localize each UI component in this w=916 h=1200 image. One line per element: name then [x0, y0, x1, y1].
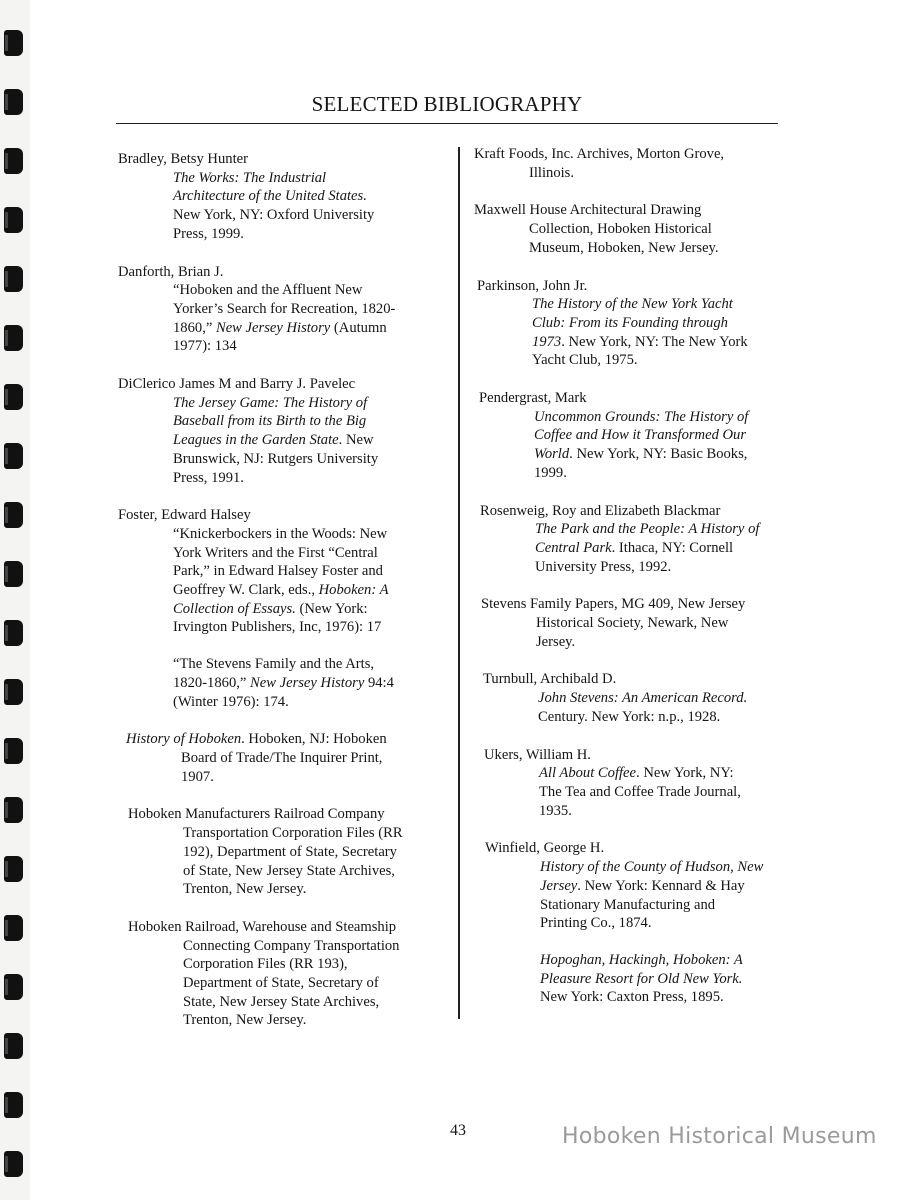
entry-author: Foster, Edward Halsey: [118, 507, 251, 524]
entry-line: Pleasure Resort for Old New York.: [540, 970, 743, 987]
entry-title: Jersey: [540, 877, 578, 894]
entry-line: 192), Department of State, Secretary: [183, 843, 397, 860]
entry-line: “The Stevens Family and the Arts,: [173, 656, 375, 673]
entry-line: Hopoghan, Hackingh, Hoboken: A: [540, 951, 743, 968]
museum-watermark: Hoboken Historical Museum: [562, 1124, 877, 1149]
entry-text: . New: [338, 432, 374, 449]
entry-line: York Writers and the First “Central: [173, 544, 378, 561]
entry-line: Press, 1991.: [173, 469, 244, 486]
entry-line: Uncommon Grounds: The History of: [534, 408, 749, 425]
entry-line: Stationary Manufacturing and: [540, 896, 716, 913]
binding-ring: [4, 502, 23, 528]
title-rule: [116, 123, 778, 124]
entry-text: 1860,”: [173, 319, 216, 336]
entry-line: Illinois.: [529, 164, 574, 181]
entry-line: History of the County of Hudson, New: [540, 859, 764, 876]
binding-ring: [4, 797, 23, 823]
bib-entry-danforth: [118, 263, 436, 357]
entry-line: University Press, 1992.: [535, 558, 672, 575]
entry-title: New Jersey History: [250, 674, 365, 691]
entry-text: . Hoboken, NJ: Hoboken: [241, 731, 387, 748]
bib-entry-rosenweig: [480, 502, 794, 577]
page-title: SELECTED BIBLIOGRAPHY: [311, 92, 583, 116]
bib-entry-diclerico: [118, 375, 436, 487]
entry-text: . New York, NY: The New York: [561, 333, 748, 350]
bib-entry-stevens-papers: [481, 595, 794, 651]
entry-author: Bradley, Betsy Hunter: [118, 151, 248, 167]
entry-line: Jersey.: [536, 633, 576, 650]
entry-line: of State, New Jersey State Archives,: [183, 862, 395, 879]
entry-line: [535, 539, 794, 558]
entry-author: Hoboken Railroad, Warehouse and Steamship: [128, 918, 397, 935]
entry-line: [539, 764, 794, 783]
entry-author: Winfield, George H.: [485, 840, 605, 857]
entry-line: The Jersey Game: The History of: [173, 394, 368, 411]
entry-line: State, New Jersey State Archives,: [183, 993, 380, 1010]
right-column: [474, 145, 794, 1026]
entry-text: . New York, NY: Basic Books,: [569, 446, 748, 463]
binding-ring: [4, 384, 23, 410]
bib-entry-winfield: [485, 839, 794, 1007]
entry-author: Pendergrast, Mark: [479, 390, 587, 407]
entry-author: Danforth, Brian J.: [118, 263, 224, 280]
entry-title: Collection of Essays.: [173, 600, 296, 617]
entry-line: John Stevens: An American Record.: [538, 690, 748, 707]
entry-line: 1999.: [534, 464, 567, 481]
entry-text: (Autumn: [330, 319, 387, 336]
binding-ring: [4, 325, 23, 351]
entry-line: Park,” in Edward Halsey Foster and: [173, 563, 383, 580]
left-column: [118, 150, 436, 1049]
entry-line: Museum, Hoboken, New Jersey.: [529, 239, 719, 256]
entry-text: . New York, NY:: [636, 765, 734, 782]
bib-entry-bradley: [118, 150, 436, 244]
entry-line: Century. New York: n.p., 1928.: [538, 708, 721, 725]
entry-line: Printing Co., 1874.: [540, 915, 652, 932]
spiral-binding: [0, 0, 30, 1200]
column-divider: [458, 147, 460, 1019]
entry-line: 1935.: [539, 802, 572, 819]
bib-entry-manufacturers-railroad: [128, 805, 436, 899]
entry-line: New York: Caxton Press, 1895.: [540, 989, 724, 1006]
entry-line: 1977): 134: [173, 338, 237, 355]
entry-line: [173, 431, 436, 450]
entry-line: Transportation Corporation Files (RR: [183, 825, 403, 842]
binding-ring: [4, 1092, 23, 1118]
entry-author: Stevens Family Papers, MG 409, New Jersey: [481, 596, 746, 613]
entry-line: Irvington Publishers, Inc, 1976): 17: [173, 619, 382, 636]
entry-line: Trenton, New Jersey.: [183, 881, 307, 898]
binding-ring: [4, 30, 23, 56]
entry-line: Corporation Files (RR 193),: [183, 956, 348, 973]
binding-ring: [4, 266, 23, 292]
entry-text: . Ithaca, NY: Cornell: [611, 539, 734, 556]
entry-line: Yorker’s Search for Recreation, 1820-: [173, 300, 396, 317]
bib-entry-kraft: [474, 145, 794, 182]
entry-line: [173, 600, 436, 619]
bib-entry-parkinson: [477, 277, 794, 371]
bib-entry-foster: [118, 506, 436, 711]
entry-author: Ukers, William H.: [484, 746, 591, 763]
entry-line: The Tea and Coffee Trade Journal,: [539, 783, 741, 800]
bib-entry-pendergrast: [479, 389, 794, 483]
entry-line: Department of State, Secretary of: [183, 975, 379, 992]
entry-title: Central Park: [535, 539, 612, 556]
entry-line: Baseball from its Birth to the Big: [173, 413, 367, 430]
entry-title: History of Hoboken: [126, 731, 242, 748]
binding-ring: [4, 561, 23, 587]
bib-entry-ukers: [484, 746, 794, 821]
entry-text: . New York: Kennard & Hay: [577, 877, 745, 894]
entry-text: 94:4: [364, 674, 394, 691]
entry-author: Rosenweig, Roy and Elizabeth Blackmar: [480, 502, 721, 519]
entry-line: Trenton, New Jersey.: [183, 1012, 307, 1029]
entry-text: 1820-1860,”: [173, 674, 251, 691]
entry-author: Kraft Foods, Inc. Archives, Morton Grove,: [474, 146, 725, 162]
entry-line: Club: From its Founding through: [532, 314, 728, 331]
entry-line: 1907.: [181, 768, 214, 785]
entry-line: Collection, Hoboken Historical: [529, 221, 712, 238]
entry-author: Hoboken Manufacturers Railroad Company: [128, 806, 385, 823]
entry-text: Geoffrey W. Clark, eds.,: [173, 582, 319, 599]
entry-author: [126, 730, 436, 749]
entry-line: The History of the New York Yacht: [532, 296, 733, 313]
entry-line: The Works: The Industrial: [173, 169, 327, 186]
binding-ring: [4, 974, 23, 1000]
entry-author: Turnbull, Archibald D.: [483, 671, 617, 688]
binding-ring: [4, 679, 23, 705]
entry-line: (Winter 1976): 174.: [173, 693, 289, 710]
entry-line: [173, 674, 436, 693]
entry-line: Press, 1999.: [173, 225, 244, 242]
entry-author: DiClerico James M and Barry J. Pavelec: [118, 376, 356, 393]
bib-entry-maxwell: [474, 201, 794, 257]
entry-line: Brunswick, NJ: Rutgers University: [173, 450, 379, 467]
entry-line: [534, 445, 794, 464]
entry-line: Yacht Club, 1975.: [532, 352, 638, 369]
entry-line: [540, 877, 794, 896]
entry-title: Leagues in the Garden State: [173, 432, 339, 449]
entry-line: Board of Trade/The Inquirer Print,: [181, 749, 383, 766]
bib-entry-hoboken-railroad: [128, 918, 436, 1030]
binding-ring: [4, 148, 23, 174]
entry-text: (New York:: [295, 600, 368, 617]
binding-ring: [4, 1033, 23, 1059]
entry-title: World: [534, 446, 570, 463]
entry-title: Hoboken: A: [318, 582, 389, 599]
entry-line: Architecture of the United States.: [173, 188, 367, 205]
entry-line: [173, 581, 436, 600]
entry-line: The Park and the People: A History of: [535, 521, 760, 538]
binding-ring: [4, 915, 23, 941]
entry-title: 1973: [532, 333, 562, 350]
entry-line: Connecting Company Transportation: [183, 937, 400, 954]
entry-line: [173, 319, 436, 338]
binding-ring: [4, 1151, 23, 1177]
binding-ring: [4, 207, 23, 233]
entry-line: Coffee and How it Transformed Our: [534, 427, 747, 444]
binding-ring: [4, 443, 23, 469]
entry-title: New Jersey History: [215, 319, 331, 336]
binding-ring: [4, 856, 23, 882]
entry-line: [532, 333, 794, 352]
bib-entry-turnbull: [483, 670, 794, 726]
binding-ring: [4, 738, 23, 764]
entry-line: “Knickerbockers in the Woods: New: [173, 525, 388, 542]
binding-ring: [4, 620, 23, 646]
entry-author: Parkinson, John Jr.: [477, 277, 588, 294]
entry-line: New York, NY: Oxford University: [173, 207, 375, 224]
page-number: 43: [450, 1122, 466, 1139]
entry-line: Historical Society, Newark, New: [536, 615, 729, 632]
entry-author: Maxwell House Architectural Drawing: [474, 202, 702, 219]
entry-title: All About Coffee: [539, 765, 637, 782]
binding-ring: [4, 89, 23, 115]
bib-entry-history-of-hoboken: [126, 730, 436, 786]
entry-line: “Hoboken and the Affluent New: [173, 282, 363, 299]
